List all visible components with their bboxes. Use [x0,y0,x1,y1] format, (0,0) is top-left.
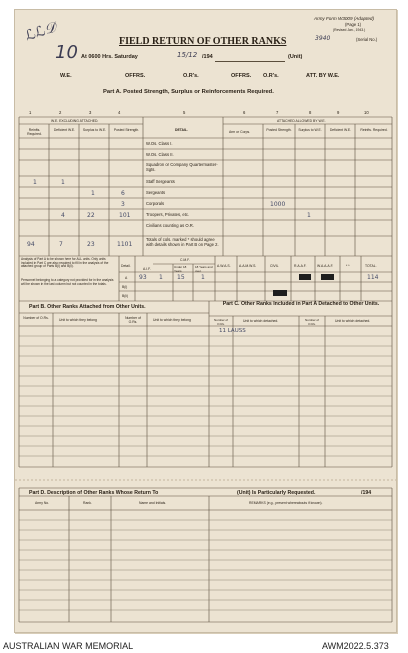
army-form-label: Army Form W3009 (Adapted) [314,16,374,21]
part-b-unit-2: Unit to which they belong [153,318,191,322]
col-num-6: 6 [243,110,246,115]
hw-total-c3: 23 [87,241,95,248]
ors-label: O.R's. [183,73,199,79]
revised-label: (Revised Jan., 1943.) [333,28,366,32]
analysis-a-v3: 15 [177,274,185,281]
att-by-label: ATT. BY W.E. [306,73,340,79]
hw-total-c4: 1101 [117,241,133,248]
hdr-posted: Posted Strength. [113,128,140,132]
analysis-a-v4: 1 [201,274,205,281]
hw-r6-c4: 3 [121,201,125,208]
footer-right: AWM2022.5.373 [322,641,389,651]
hdr-surplus: Surplus to W.E. [82,128,107,132]
hw-r7-c4: 101 [119,212,131,219]
detail-row-6: Corporals [146,201,165,206]
analysis-bi: B(i) [122,285,128,289]
part-d-title: Part D. Description of Other Ranks Whose Return To [29,490,159,496]
part-b-num: Number of O.Rs. [23,316,49,320]
analysis-under18: Under 18 Years. [174,265,187,273]
analysis-aamws: A.A.M.W.S. [239,264,257,268]
hw-col6-corporal: 1000 [270,201,286,208]
col-num-10: 10 [364,110,369,115]
part-d-title-2: (Unit) Is Particularly Requested. [237,490,316,496]
serial-value: 3940 [315,35,331,42]
analysis-cmf: C.M.F. [180,258,190,262]
analysis-detail: Detail. [121,264,131,268]
analysis-over18: 18 Years and over. [195,265,213,273]
redaction-block [321,274,334,280]
serial-label: (Serial No.) [356,37,378,42]
col-num-1: 1 [29,110,32,115]
part-a-title: Part A. Posted Strength, Surplus or Reinforcements Required. [103,89,274,95]
part-d-date: /194 [361,490,372,496]
at-line: At 0600 Hrs. Saturday [81,54,138,60]
analysis-note: Analysis of Part A to be shown here for ALL units. Only units included in Part C are also required to fill in the analysis of the attached group of Parts B(i) and B(ii). [21,257,109,269]
part-c-entry: 11 LAUSS [219,328,246,334]
hw-r5-c4: 6 [121,190,125,197]
hdr-arm: Arm or Corps. [229,130,251,134]
part-c-num-2: Number of O.Rs. [304,318,319,326]
col-num-3: 3 [89,110,92,115]
handwritten-number: 10 [55,42,78,63]
detail-row-7: Troopers, Privates, etc. [146,212,190,217]
hdr-posted2: Posted Strength. [266,128,292,132]
redaction-block [273,290,287,296]
redaction-block [299,274,311,280]
offrs-label: OFFRS. [125,73,146,79]
detail-row-3: Squadron or Company Quartermaster-Sgts. [146,162,218,172]
part-d-remarks: REMARKS (e.g., present whereabouts if known). [249,501,323,505]
hw-r5-c3: 1 [91,190,95,197]
analysis-a-v2: 1 [159,274,163,281]
col-num-7: 7 [276,110,279,115]
hw-r4-c1: 1 [33,179,37,186]
part-c-num: Number of O.Rs. [213,318,228,326]
we-label: W.E. [60,73,72,79]
analysis-awas: A.W.A.S. [217,264,231,268]
form-title: FIELD RETURN OF OTHER RANKS [119,36,287,47]
part-d-rank: Rank. [83,501,92,505]
analysis-raaf: R.A.A.F. [294,264,307,268]
hdr-reinf2: Reinfts. Required. [360,128,388,132]
footer-left: AUSTRALIAN WAR MEMORIAL [3,641,134,651]
detail-row-9: Totals of cols. marked * should agree with details shown in Part B on Page 2. [146,237,219,247]
part-d-army-no: Army No. [35,501,50,505]
part-d-names: Name and Initials. [139,501,167,505]
analysis-waaaf: W.A.A.A.F. [317,264,334,268]
analysis-total-value: 114 [367,274,379,281]
col-num-5: 5 [183,110,186,115]
form-sheet [14,9,397,633]
analysis-aif: A.I.F. [143,267,151,271]
hdr-deficient: Deficient W.E. [53,128,76,132]
col-num-8: 8 [309,110,312,115]
col-num-9: 9 [337,110,340,115]
analysis-star: * * [346,264,350,268]
col-num-4: 4 [118,110,121,115]
analysis-civil: CIVIL [270,264,279,268]
analysis-bii: B(ii) [122,294,129,298]
part-c-title: Part C. Other Ranks Included in Part A Detached to Other Units. [222,301,380,307]
at-date: 15/12 [177,51,198,59]
analysis-note-2: Personnel belonging to a category not provided for in the analysis will be shown in the last column but not counted in the totals. [21,278,114,286]
hw-r4-c3: 1 [61,179,65,186]
page-label: (Page 1) [345,22,362,27]
detail-row-2: W.Os. Class II. [146,152,174,157]
we-excl-header: W.E. EXCLUDING ATTACHED. [51,119,99,123]
hdr-reinf: Reinfts. Required. [27,128,42,136]
detail-row-8: Civilians counting as O.R. [146,223,194,228]
detail-row-4: Staff Sergeants [146,179,175,184]
analysis-total: TOTAL. [365,264,377,268]
hw-r7-c3: 22 [87,212,95,219]
hdr-deficient2: Deficient W.E. [329,128,352,132]
detail-row-5: Sergeants [146,190,166,195]
part-b-num-2: Number of O.Rs. [125,316,141,324]
analysis-a-v1: 93 [139,274,147,281]
handwritten-signature: ℒℒ𝒟 [23,19,59,45]
ors-label-2: O.R's. [263,73,279,79]
part-b-title: Part B. Other Ranks Attached from Other Units. [29,304,146,310]
att-allowed-header: ATTACHED ALLOWED BY W.E. [277,119,326,123]
offrs-label-2: OFFRS. [231,73,252,79]
part-c-unit: Unit to which detached. [243,319,279,323]
hdr-surplus2: Surplus to W.E. [298,128,322,132]
hw-total-c1: 94 [27,241,35,248]
hw-r7-c2: 4 [61,212,65,219]
col-num-2: 2 [59,110,62,115]
hw-total-c2: 7 [59,241,63,248]
hdr-detail: DETAIL. [175,128,188,132]
analysis-a: A [125,276,128,280]
unit-label: (Unit) [288,54,303,60]
detail-row-1: W.Os. Class I. [146,141,173,146]
part-c-unit-2: Unit to which detached. [335,319,371,323]
hw-col8-troopers: 1 [307,212,311,219]
part-b-unit: Unit to which they belong [59,318,97,322]
at-year: /194 [202,54,213,60]
